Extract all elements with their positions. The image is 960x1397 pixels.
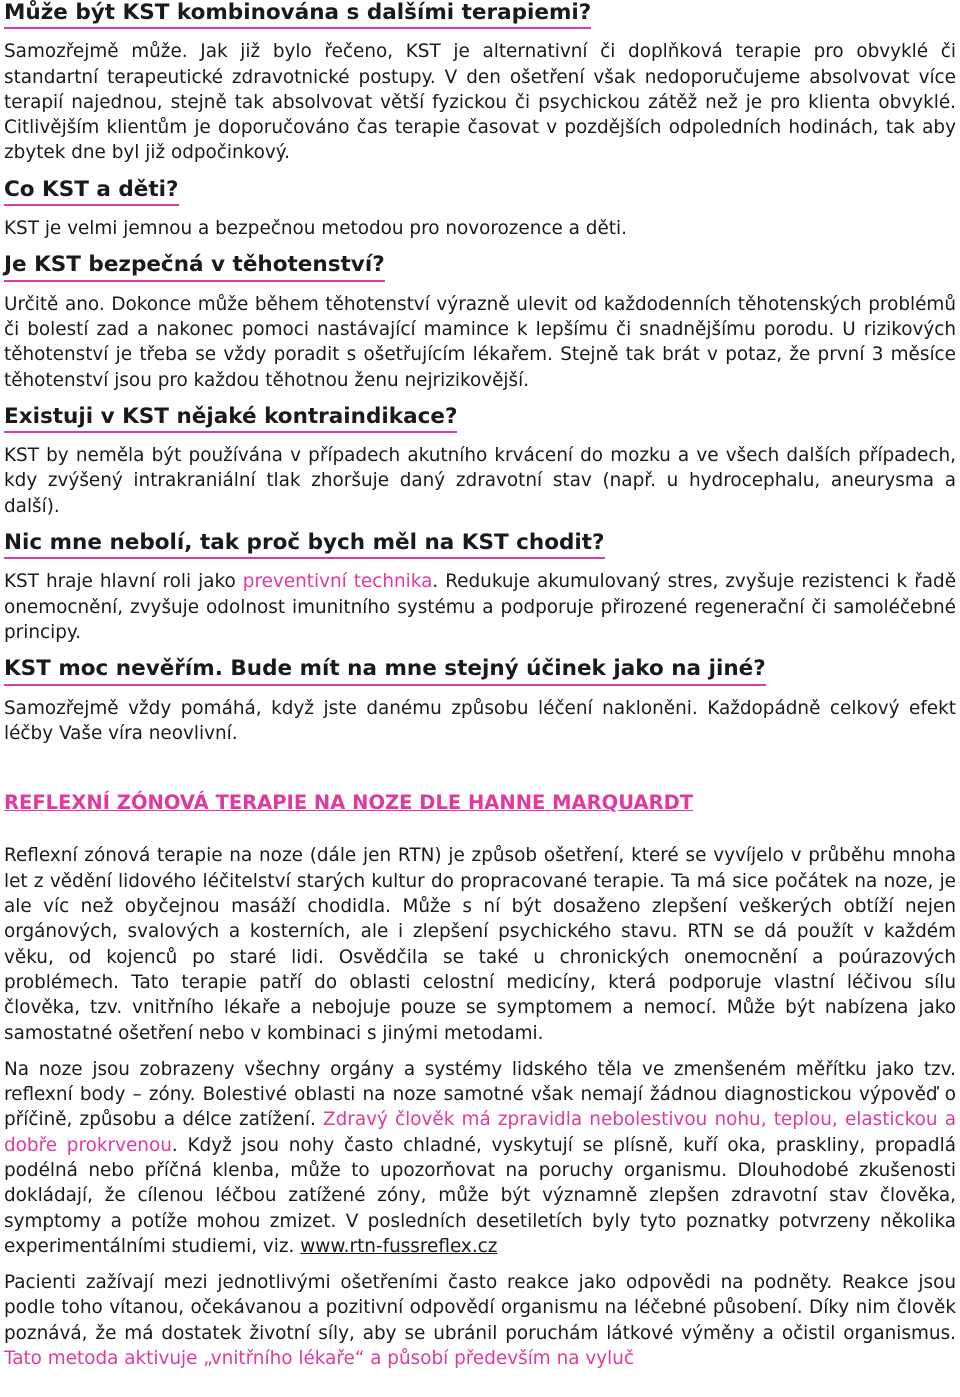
faq-answer: Samozřejmě vždy pomáhá, když jste danému způsobu léčení nakloněni. Každopádně celkový efekt léčby Vaše víra neovlivní. xyxy=(4,697,956,744)
section-paragraph: Na noze jsou zobrazeny všechny orgány a systémy lidského těla ve zmenšeném měřítku jako tzv. reflexní body – zóny. Bolestivé oblasti na noze samotné však nemají žádnou diagnostickou výpověď o příčině, způsobu a délce zatížení. Zdravý člověk má zpravidla nebolestivou nohu, teplou, elastickou a dobře prokrvenou. Když jsou nohy často chladné, vyskytují se plísně, kuří oka, praskliny, propadlá podélná nebo příčná klenba, může to upozorňovat na poruchy organismu. Dlouhodobé zkušenosti dokládají, že cílenou léčbou zatížené zóny, může být významně zlepšen zdravotní stav člověka, symptomy a potíže mohou zmizet. V posledních desetiletích byly tyto poznatky potvrzeny několika experimentálními studiemi, viz. www.rtn-fussreflex.cz xyxy=(4,1058,956,1257)
section-title: REFLEXNÍ ZÓNOVÁ TERAPIE NA NOZE DLE HANNE MARQUARDT xyxy=(4,791,694,815)
highlight-text: preventivní technika xyxy=(242,571,433,593)
faq-answer: KST je velmi jemnou a bezpečnou metodou pro novorozence a děti. xyxy=(4,218,627,240)
faq-item xyxy=(4,530,956,559)
highlight-text: Zdravý člověk má zpravidla nebolestivou nohu, teplou, elastickou a dobře prokrvenou xyxy=(4,1109,956,1156)
faq-item xyxy=(4,656,956,685)
faq-answer: Samozřejmě může. Jak již bylo řečeno, KST je alternativní či doplňková terapie pro obvyklé či standartní terapeutické zdravotnické postupy. V den ošetření však nedoporučujeme absolvovat více terapií najednou, stejně tak absolvovat větší fyzickou či psychickou zátěž než je pro klienta obvyklé. Citlivějším klientům je doporučováno čas terapie časovat v pozdějších odpoledních hodinách, tak aby zbytek dne byl již odpočinkový. xyxy=(4,41,956,164)
faq-question: Nic mne nebolí, tak proč bych měl na KST chodit? xyxy=(4,530,605,559)
section-paragraph: Reflexní zónová terapie na noze (dále jen RTN) je způsob ošetření, které se vyvíjelo v průběhu mnoha let z vědění lidového léčitelství starých kultur do propracované terapie. Ta má sice počátek na noze, je ale víc než obyčejnou masáží chodidla. Může s ní být dosaženo zlepšení veškerých obtíží nejen orgánových, svalových a kosterních, ale i zlepšení psychického stavu. RTN se dá použít v každém věku, od kojenců po staré lidi. Osvědčila se také u chronických onemocnění a poúrazových problémech. Tato terapie patří do oblasti celostní medicíny, která podporuje vlastní léčivou sílu člověka, tzv. vnitřního lékaře a nebojuje pouze se symptomem a nemocí. Může být nabízena jako samostatné ošetření nebo v kombinaci s jinými metodami. xyxy=(4,845,956,1044)
faq-answer: Určitě ano. Dokonce může během těhotenství výrazně ulevit od každodenních těhotenských problémů či bolestí zad a nakonec pomoci nastávající mamince k lepšímu či snadnějšímu porodu. U rizikových těhotenství je třeba se vždy poradit s ošetřujícím lékařem. Stejně tak brát v potaz, že první 3 měsíce těhotenství jsou pro každou těhotnou ženu nejrizikovější. xyxy=(4,293,956,391)
section-heading-wrap xyxy=(4,790,956,815)
faq-question: Může být KST kombinována s dalšími terapiemi? xyxy=(4,0,591,29)
faq-item xyxy=(4,404,956,433)
faq-item xyxy=(4,0,956,29)
faq-question: Existuji v KST nějaké kontraindikace? xyxy=(4,404,457,433)
faq-item xyxy=(4,177,956,206)
highlight-text: Tato metoda aktivuje „vnitřního lékaře“ a působí především na vyluč xyxy=(4,1348,634,1370)
faq-answer: KST by neměla být používána v případech akutního krvácení do mozku a ve všech dalších případech, kdy zvýšený intrakraniální tlak zhoršuje daný zdravotní stav (např. u hydrocephalu, aneurysma a další). xyxy=(4,445,956,517)
section-paragraph: Pacienti zažívají mezi jednotlivými ošetřeními často reakce jako odpovědi na podněty. Reakce jsou podle toho vítanou, očekávanou a pozitivní odpovědí organismu na léčebné působení. Díky nim člověk poznává, že má dostatek životní síly, aby se ubránil poruchám látkové výměny a očistil organismus. Tato metoda aktivuje „vnitřního lékaře“ a působí především na vyluč xyxy=(4,1272,956,1370)
faq-question: Co KST a děti? xyxy=(4,177,179,206)
external-link[interactable]: www.rtn-fussreflex.cz xyxy=(300,1235,498,1257)
faq-answer: KST hraje hlavní roli jako preventivní technika. Redukuje akumulovaný stres, zvyšuje rezistenci k řadě onemocnění, zvyšuje odolnost imunitního systému a podporuje přirozené regenerační či samoléčebné principy. xyxy=(4,571,957,643)
faq-question: Je KST bezpečná v těhotenství? xyxy=(4,252,385,281)
faq-question: KST moc nevěřím. Bude mít na mne stejný účinek jako na jiné? xyxy=(4,656,766,685)
document-page xyxy=(4,0,956,1382)
faq-item xyxy=(4,252,956,281)
